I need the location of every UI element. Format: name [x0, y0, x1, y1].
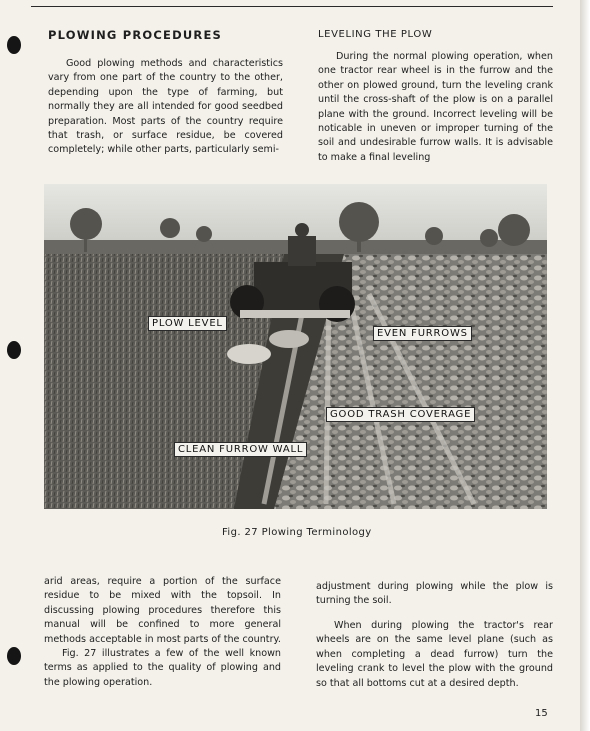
- binder-hole: [7, 36, 21, 54]
- plowing-field-photo: [44, 184, 547, 509]
- callout-plow-level: PLOW LEVEL: [148, 316, 227, 331]
- paragraph-leveling-intro: During the normal plowing operation, when one tractor rear wheel is in the furrow and the other on plowed ground, turn the leveling crank until the cross-shaft of the plow is on a parallel plane with the ground. Incorrect leveling will be noticable in uneven or improper turning of the soil and undesirable furrow walls. It is advisable to make a final leveling: [318, 51, 553, 163]
- section-heading-leveling-the-plow: LEVELING THE PLOW: [318, 29, 433, 40]
- callout-good-trash-coverage: GOOD TRASH COVERAGE: [326, 407, 475, 422]
- binder-hole: [7, 647, 21, 665]
- paragraph-figure-reference: Fig. 27 illustrates a few of the well known terms as applied to the quality of plowing and the plowing operation.: [44, 648, 281, 688]
- callout-even-furrows: EVEN FURROWS: [373, 326, 472, 341]
- binder-hole: [7, 341, 21, 359]
- top-rule: [31, 6, 553, 7]
- paragraph-leveling-continued: adjustment during plowing while the plow is turning the soil.: [316, 581, 553, 607]
- figure-photo: [44, 184, 547, 509]
- page-edge-shadow: [580, 0, 590, 731]
- callout-clean-furrow-wall: CLEAN FURROW WALL: [174, 442, 307, 457]
- paragraph-plowing-intro: Good plowing methods and characteristics vary from one part of the country to the other, depending upon the type of farming, but normally they are all intended for good seedbed preparation. Most parts of the country require that trash, or surface residue, be covered completely; while other parts, particularly semi-: [48, 58, 283, 156]
- section-heading-plowing-procedures: PLOWING PROCEDURES: [48, 28, 222, 42]
- page-number: 15: [535, 708, 548, 719]
- figure-caption: Fig. 27 Plowing Terminology: [222, 527, 372, 538]
- paragraph-dead-furrow-leveling: When during plowing the tractor's rear wheels are on the same level plane (such as when completing a dead furrow) turn the leveling crank to level the plow with the ground so that all bottoms cut at a desired depth.: [316, 620, 553, 689]
- paragraph-plowing-continued: arid areas, require a portion of the surface residue to be mixed with the topsoil. In discussing plowing procedures therefore this manual will be confined to more general methods acceptable in most parts of the country.: [44, 576, 281, 645]
